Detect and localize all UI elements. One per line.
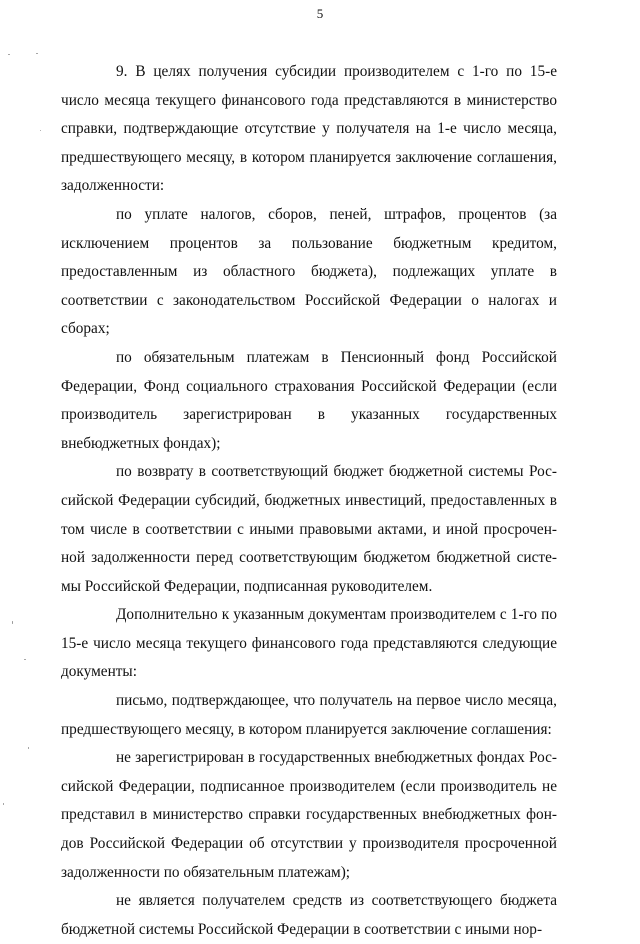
paragraph-additional-documents: Дополнительно к указанным документам производителем с 1-го по 15-е число месяца текущего финансового года представляются следующие документы: bbox=[61, 606, 557, 681]
scan-speck bbox=[8, 54, 10, 55]
paragraph-item-9: 9. В целях получения субсидии производителем с 1-го по 15-е число месяца текущего финансового года представляются в министерство справки, подтверждающие отсутствие у получателя на 1-е число месяца, предшествующего месяцу, в котором планируется заключение соглашения, задолженности: bbox=[61, 63, 557, 195]
paragraph-confirmation-letter: письмо, подтверждающее, что получатель на первое число месяца, предшествующего месяцу, в котором планируется заключение соглашения: bbox=[61, 692, 557, 738]
scan-speck bbox=[12, 621, 13, 624]
scan-speck bbox=[3, 803, 4, 805]
scan-speck bbox=[28, 747, 29, 749]
paragraph-taxes-debt: по уплате налогов, сборов, пеней, штрафов, процентов (за исключением процентов за пользование бюджетным кредитом, предоставленным из областного бюджета), подлежащих уплате в соответствии с законодательством Российской Федерации о налогах и сборах; bbox=[61, 205, 557, 338]
scan-speck bbox=[40, 130, 41, 131]
paragraph-not-registered-funds: не зарегистрирован в государственных внебюджетных фондах Российской Федерации, подписанное производителем (если производитель не представил в министерство справки государственных внебюджетных фондов Российской Федерации об отсутствии у производителя просроченной задолженности по обязательным платежам); bbox=[61, 749, 557, 881]
paragraph-budget-return-debt: по возврату в соответствующий бюджет бюджетной системы Российской Федерации субсидий, бюджетных инвестиций, предоставленных в том числе в соответствии с иными правовыми актами, и иной просроченной задолженности перед соответствующим бюджетом бюджетной системы Российской Федерации, подписанная руководителем. bbox=[61, 463, 557, 595]
paragraph-mandatory-payments-debt: по обязательным платежам в Пенсионный фонд Российской Федерации, Фонд социального страхования Российской Федерации (если производитель зарегистрирован в указанных государственных внебюджетных фондах); bbox=[61, 348, 557, 452]
scan-speck bbox=[24, 659, 26, 660]
page-number: 5 bbox=[316, 6, 324, 21]
scan-speck bbox=[36, 53, 38, 54]
paragraph-not-budget-recipient: не является получателем средств из соответствующего бюджета бюджетной системы Российской Федерации в соответствии с иными нор- bbox=[61, 892, 557, 938]
document-body bbox=[61, 58, 557, 944]
